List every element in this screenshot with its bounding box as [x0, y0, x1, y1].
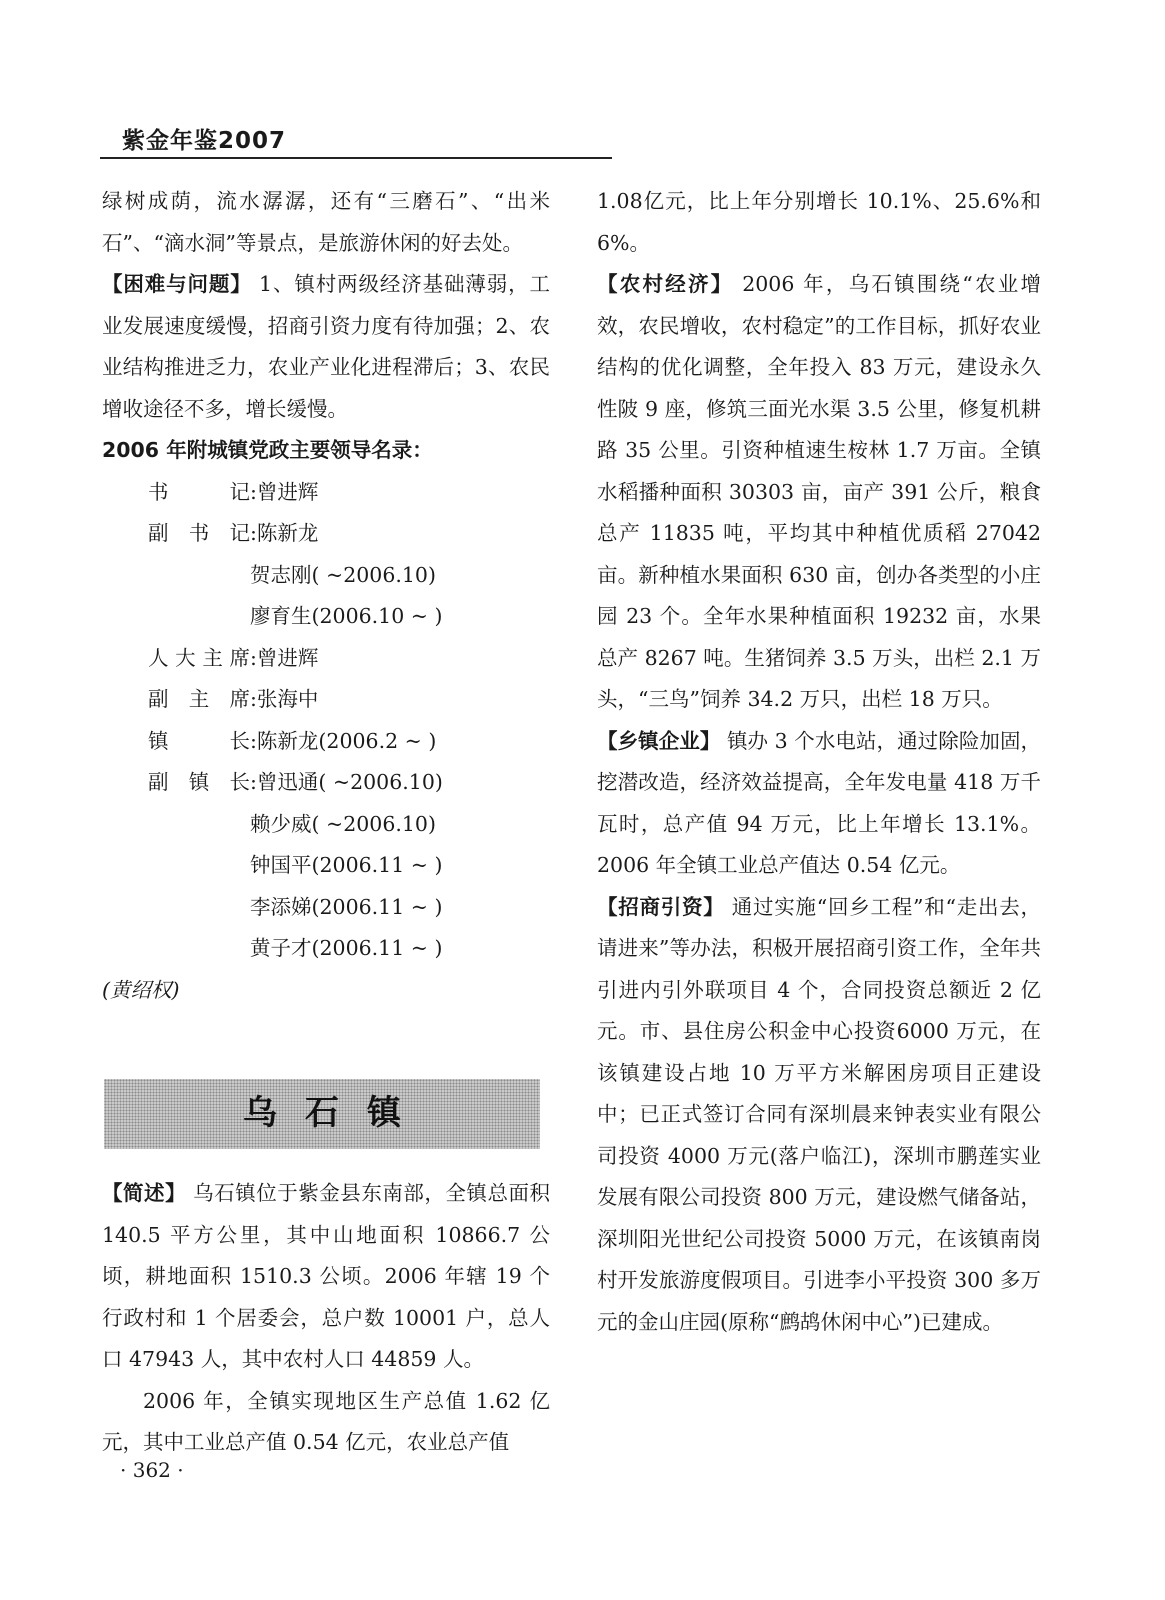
- roster-row: [102, 804, 550, 846]
- town-title-banner: [104, 1079, 540, 1149]
- roster-row: [102, 638, 550, 680]
- roster-row: [102, 679, 550, 721]
- paragraph-investment: [597, 887, 1041, 1344]
- roster-role: 副主席: [148, 687, 250, 711]
- section-label-investment: 【招商引资】: [597, 894, 725, 919]
- roster-row: [102, 845, 550, 887]
- enterprise-text: 镇办 3 个水电站，通过除险加固，挖潜改造，经济效益提高，全年发电量 418 万千瓦时，总产值 94 万元，比上年增长 13.1%。2006 年全镇工业总产值达 0.54 亿元。: [597, 728, 1042, 877]
- author-byline: (黄绍权): [102, 977, 180, 1002]
- roster-name: 李添娣(2006.11 ~ ): [250, 894, 443, 919]
- section-label-summary: 【简述】: [102, 1181, 187, 1205]
- roster-role: 副镇长: [148, 770, 250, 794]
- roster-name: 廖育生(2006.10 ~ ): [250, 604, 443, 628]
- summary-text: 乌石镇位于紫金县东南部，全镇总面积 140.5 平方公里，其中山地面积 10866.7 公顷，耕地面积 1510.3 公顷。2006 年辖 19 个行政村和 1 个居委会，总户数 10001 户，总人口 47943 人，其中农村人口 44859 人。: [102, 1181, 551, 1371]
- paragraph-problems: [102, 264, 550, 430]
- roster-name: 黄子才(2006.11 ~ ): [250, 936, 443, 960]
- paragraph-town-enterprise: [597, 721, 1041, 887]
- page-number: · 362 ·: [120, 1458, 184, 1482]
- roster-row: [102, 762, 550, 804]
- roster-row: [102, 513, 550, 555]
- roster-role: 副书记: [148, 521, 250, 545]
- roster-role: 书记: [148, 479, 250, 504]
- roster-name: :曾进辉: [250, 479, 319, 504]
- paragraph-rural-economy: [597, 264, 1041, 721]
- left-column: [102, 181, 550, 1464]
- investment-text: 通过实施“回乡工程”和“走出去，请进来”等办法，积极开展招商引资工作，全年共引进内引外联项目 4 个，合同投资总额近 2 亿元。市、县住房公积金中心投资6000 万元，在该镇建设占地 10 万平方米解困房项目正建设中；已正式签订合同有深圳晨来钟表实业有限公司投资 4000 万元(落户临江)，深圳市鹏莲实业发展有限公司投资 800 万元，建设燃气储备站，深圳阳光世纪公司投资 5000 万元，在该镇南岗村开发旅游度假项目。引进李小平投资 300 多万元的金山庄园(原称“鹧鸪休闲中心”)已建成。: [597, 894, 1041, 1334]
- paragraph-summary: [102, 1173, 550, 1381]
- right-column: [597, 181, 1041, 1343]
- section-label-problems: 【困难与问题】: [102, 272, 252, 296]
- roster-name: :曾迅通( ~2006.10): [250, 770, 443, 794]
- paragraph-scenery: 绿树成荫，流水潺潺，还有“三磨石”、“出米石”、“滴水洞”等景点，是旅游休闲的好去处。: [102, 189, 550, 255]
- section-label-enterprise: 【乡镇企业】: [597, 728, 721, 753]
- rural-text: 2006 年，乌石镇围绕“农业增效，农民增收，农村稳定”的工作目标，抓好农业结构的优化调整，全年投入 83 万元，建设永久性陂 9 座，修筑三面光水渠 3.5 公里，修复机耕路 35 公里。引资种植速生桉林 1.7 万亩。全镇水稻播种面积 30303 亩，亩产 391 公斤，粮食总产 11835 吨，平均其中种植优质稻 27042 亩。新种植水果面积 630 亩，创办各类型的小庄园 23 个。全年水果种植面积 19232 亩，水果总产 8267 吨。生猪饲养 3.5 万头，出栏 2.1 万头，“三鸟”饲养 34.2 万只，出栏 18 万只。: [597, 272, 1041, 711]
- roster-row: [102, 928, 550, 970]
- roster-name: :张海中: [250, 687, 319, 711]
- roster-row: [102, 887, 550, 929]
- roster-title: 2006 年附城镇党政主要领导名录：: [102, 438, 433, 462]
- roster-role: 人大主席: [148, 645, 250, 670]
- paragraph-gdp: 2006 年，全镇实现地区生产总值 1.62 亿元，其中工业总产值 0.54 亿元，农业总产值: [102, 1388, 550, 1454]
- paragraph-gdp-continued: 1.08亿元，比上年分别增长 10.1%、25.6%和 6%。: [597, 189, 1041, 255]
- running-header: 紫金年鉴2007: [122, 128, 287, 154]
- header-rule: [100, 157, 612, 159]
- roster-row: [102, 472, 550, 514]
- roster-name: 贺志刚( ~2006.10): [250, 562, 436, 587]
- roster-name: 钟国平(2006.11 ~ ): [250, 853, 443, 877]
- roster-row: [102, 721, 550, 763]
- town-title: 乌石镇: [243, 1093, 429, 1134]
- section-label-rural: 【农村经济】: [597, 272, 734, 296]
- roster-name: :曾进辉: [250, 645, 319, 670]
- roster-row: [102, 596, 550, 638]
- problems-text: 1、镇村两级经济基础薄弱，工业发展速度缓慢，招商引资力度有待加强；2、农业结构推进乏力，农业产业化进程滞后；3、农民增收途径不多，增长缓慢。: [102, 272, 551, 421]
- roster-name: :陈新龙: [250, 521, 319, 545]
- roster-name: :陈新龙(2006.2 ~ ): [250, 728, 437, 753]
- leader-roster: [102, 472, 550, 970]
- roster-role: 镇长: [148, 728, 250, 753]
- roster-row: [102, 555, 550, 597]
- roster-name: 赖少威( ~2006.10): [250, 811, 436, 836]
